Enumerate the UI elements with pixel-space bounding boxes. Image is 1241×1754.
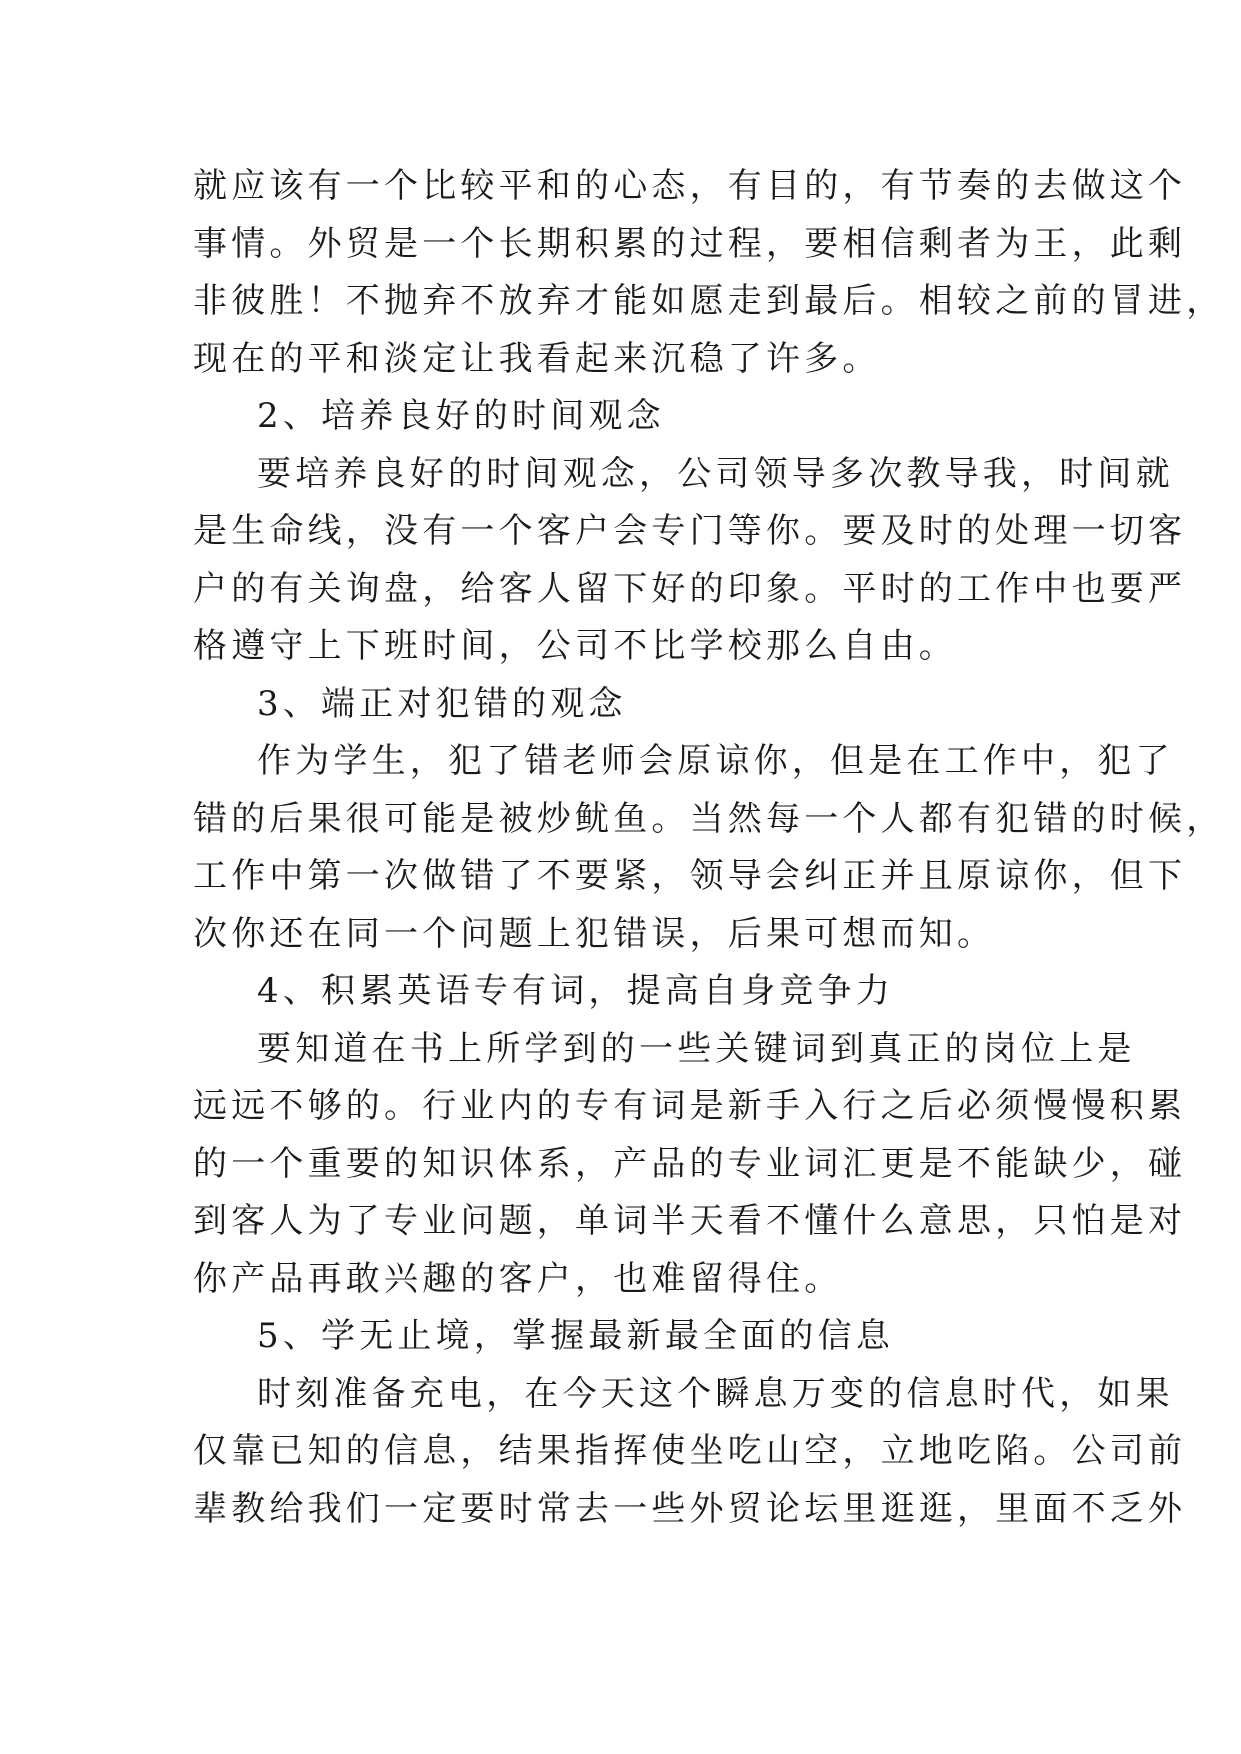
text-line: 的一个重要的知识体系，产品的专业词汇更是不能缺少，碰 xyxy=(193,1143,1187,1184)
text-line: 格遵守上下班时间，公司不比学校那么自由。 xyxy=(193,626,957,666)
section-heading: 2、培养良好的时间观念 xyxy=(257,396,665,436)
text-line: 就应该有一个比较平和的心态，有目的，有节奏的去做这个 xyxy=(193,166,1187,206)
paragraph-start-line: 要培养良好的时间观念，公司领导多次教导我，时间就 xyxy=(257,453,1174,494)
text-line: 工作中第一次做错了不要紧，领导会纠正并且原谅你，但下 xyxy=(193,856,1187,896)
section-heading: 4、积累英语专有词，提高自身竞争力 xyxy=(257,971,895,1011)
paragraph-start-line: 时刻准备充电，在今天这个瞬息万变的信息时代，如果 xyxy=(257,1373,1174,1414)
text-line: 是生命线，没有一个客户会专门等你。要及时的处理一切客 xyxy=(193,511,1187,551)
paragraph-start-line: 要知道在书上所学到的一些关键词到真正的岗位上是 xyxy=(257,1028,1136,1069)
section-heading: 3、端正对犯错的观念 xyxy=(257,683,627,724)
text-line: 你产品再敢兴趣的客户，也难留得住。 xyxy=(193,1258,843,1299)
text-line: 错的后果很可能是被炒鱿鱼。当然每一个人都有犯错的时候， xyxy=(193,798,1225,839)
section-heading: 5、学无止境，掌握最新最全面的信息 xyxy=(257,1316,895,1356)
text-line: 现在的平和淡定让我看起来沉稳了许多。 xyxy=(193,338,881,379)
text-line: 非彼胜！不抛弃不放弃才能如愿走到最后。相较之前的冒进， xyxy=(193,281,1225,321)
text-line: 辈教给我们一定要时常去一些外贸论坛里逛逛，里面不乏外 xyxy=(193,1488,1187,1529)
text-line: 到客人为了专业问题，单词半天看不懂什么意思，只怕是对 xyxy=(193,1201,1187,1241)
paragraph-start-line: 作为学生，犯了错老师会原谅你，但是在工作中，犯了 xyxy=(257,741,1174,781)
text-line: 远远不够的。行业内的专有词是新手入行之后必须慢慢积累 xyxy=(193,1086,1187,1126)
text-line: 事情。外贸是一个长期积累的过程，要相信剩者为王，此剩 xyxy=(193,223,1187,264)
body-text xyxy=(193,158,1225,1538)
text-line: 户的有关询盘，给客人留下好的印象。平时的工作中也要严 xyxy=(193,568,1187,609)
text-line: 仅靠已知的信息，结果指挥使坐吃山空，立地吃陷。公司前 xyxy=(193,1431,1187,1471)
text-line: 次你还在同一个问题上犯错误，后果可想而知。 xyxy=(193,913,996,954)
